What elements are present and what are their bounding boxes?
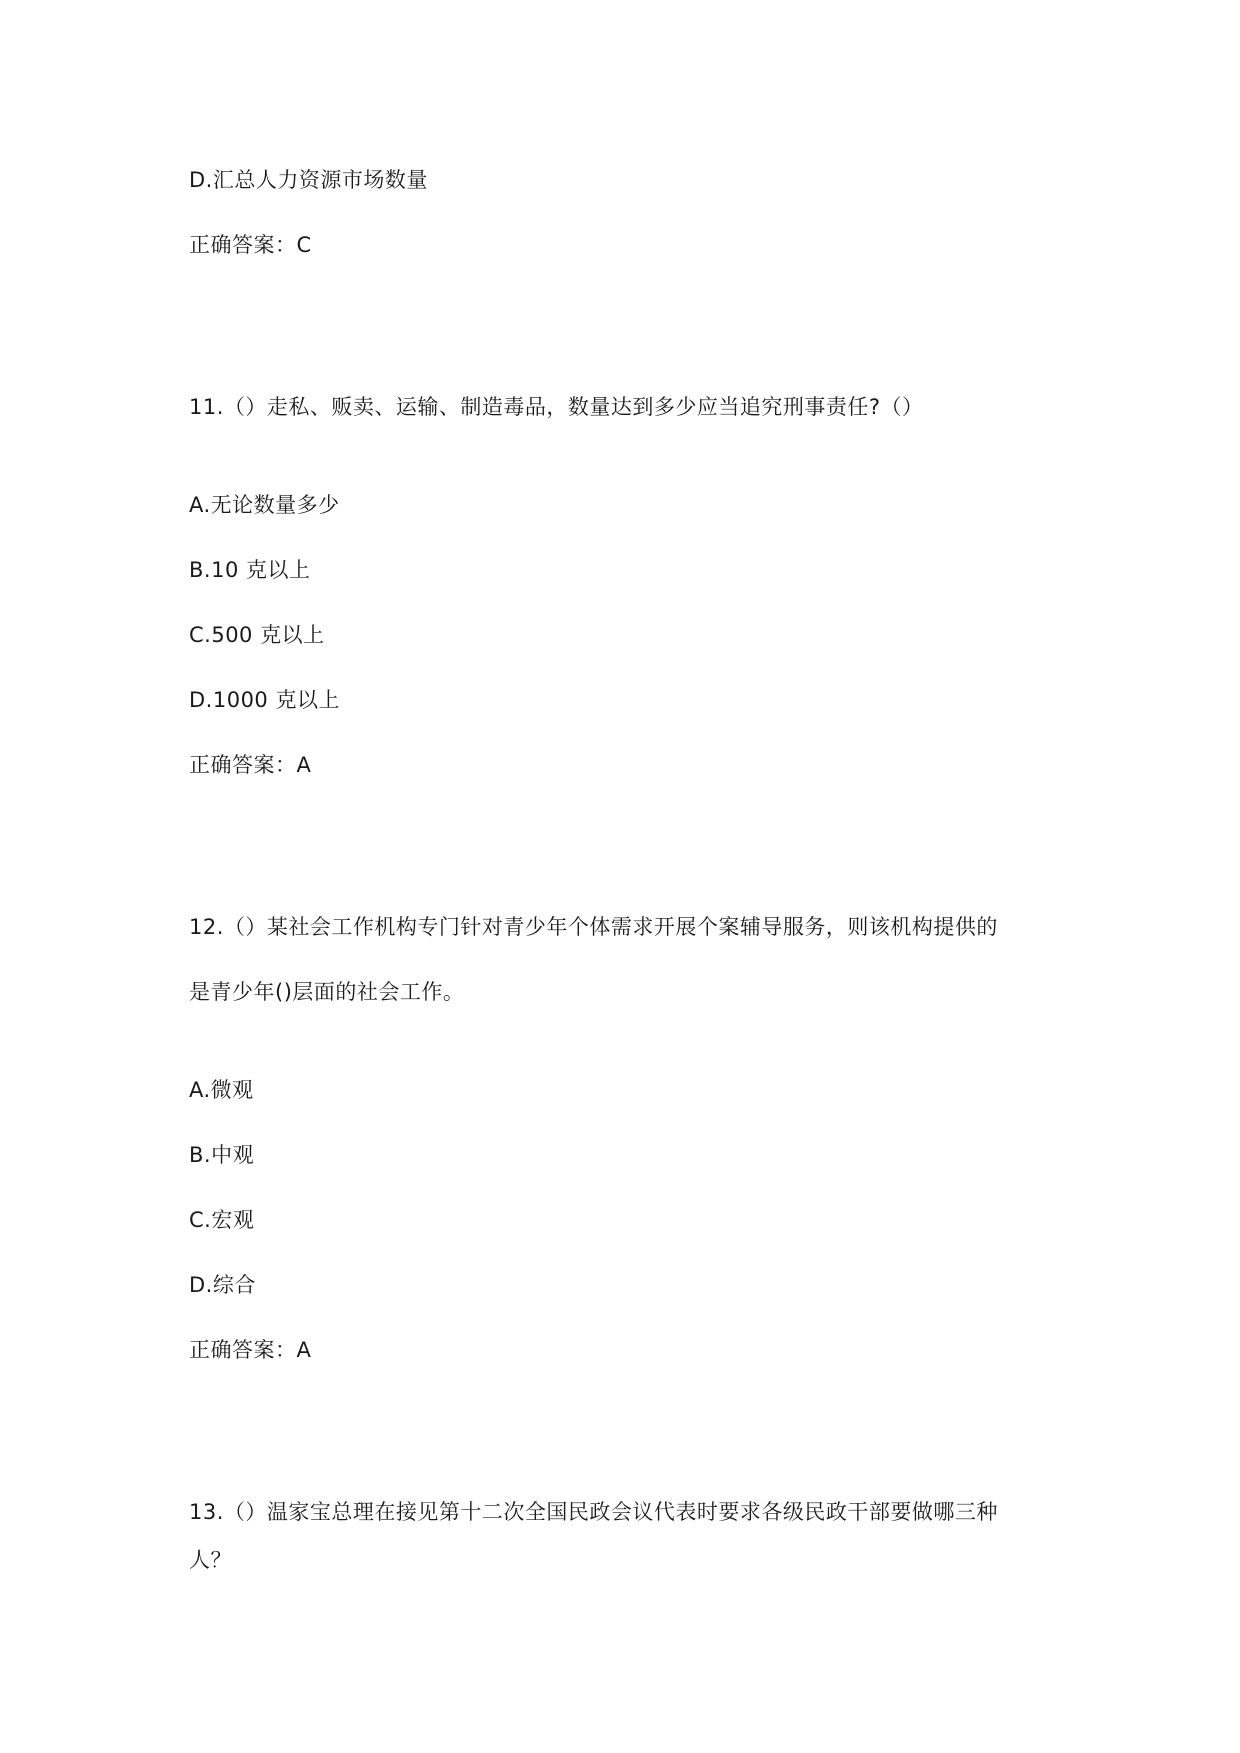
q11-option-d: D.1000 克以上 [189, 688, 340, 712]
q11-option-c: C.500 克以上 [189, 623, 325, 647]
q12-option-c: C.宏观 [189, 1208, 255, 1232]
q12-answer: 正确答案：A [189, 1338, 312, 1362]
q12-option-a: A.微观 [189, 1078, 254, 1102]
q11-option-a: A.无论数量多少 [189, 493, 340, 517]
q11-stem: 11.（）走私、贩卖、运输、制造毒品，数量达到多少应当追究刑事责任?（） [189, 395, 924, 419]
q13-stem-line1: 13.（）温家宝总理在接见第十二次全国民政会议代表时要求各级民政干部要做哪三种 [189, 1500, 998, 1524]
q12-option-d: D.综合 [189, 1273, 256, 1297]
q13-stem-line2: 人？ [189, 1548, 232, 1572]
prev-option-d: D.汇总人力资源市场数量 [189, 168, 428, 192]
q11-answer: 正确答案：A [189, 753, 312, 777]
prev-answer: 正确答案：C [189, 233, 312, 257]
q12-option-b: B.中观 [189, 1143, 255, 1167]
q11-option-b: B.10 克以上 [189, 558, 311, 582]
q12-stem-line1: 12.（）某社会工作机构专门针对青少年个体需求开展个案辅导服务，则该机构提供的 [189, 915, 998, 939]
q12-stem-line2: 是青少年()层面的社会工作。 [189, 980, 465, 1004]
